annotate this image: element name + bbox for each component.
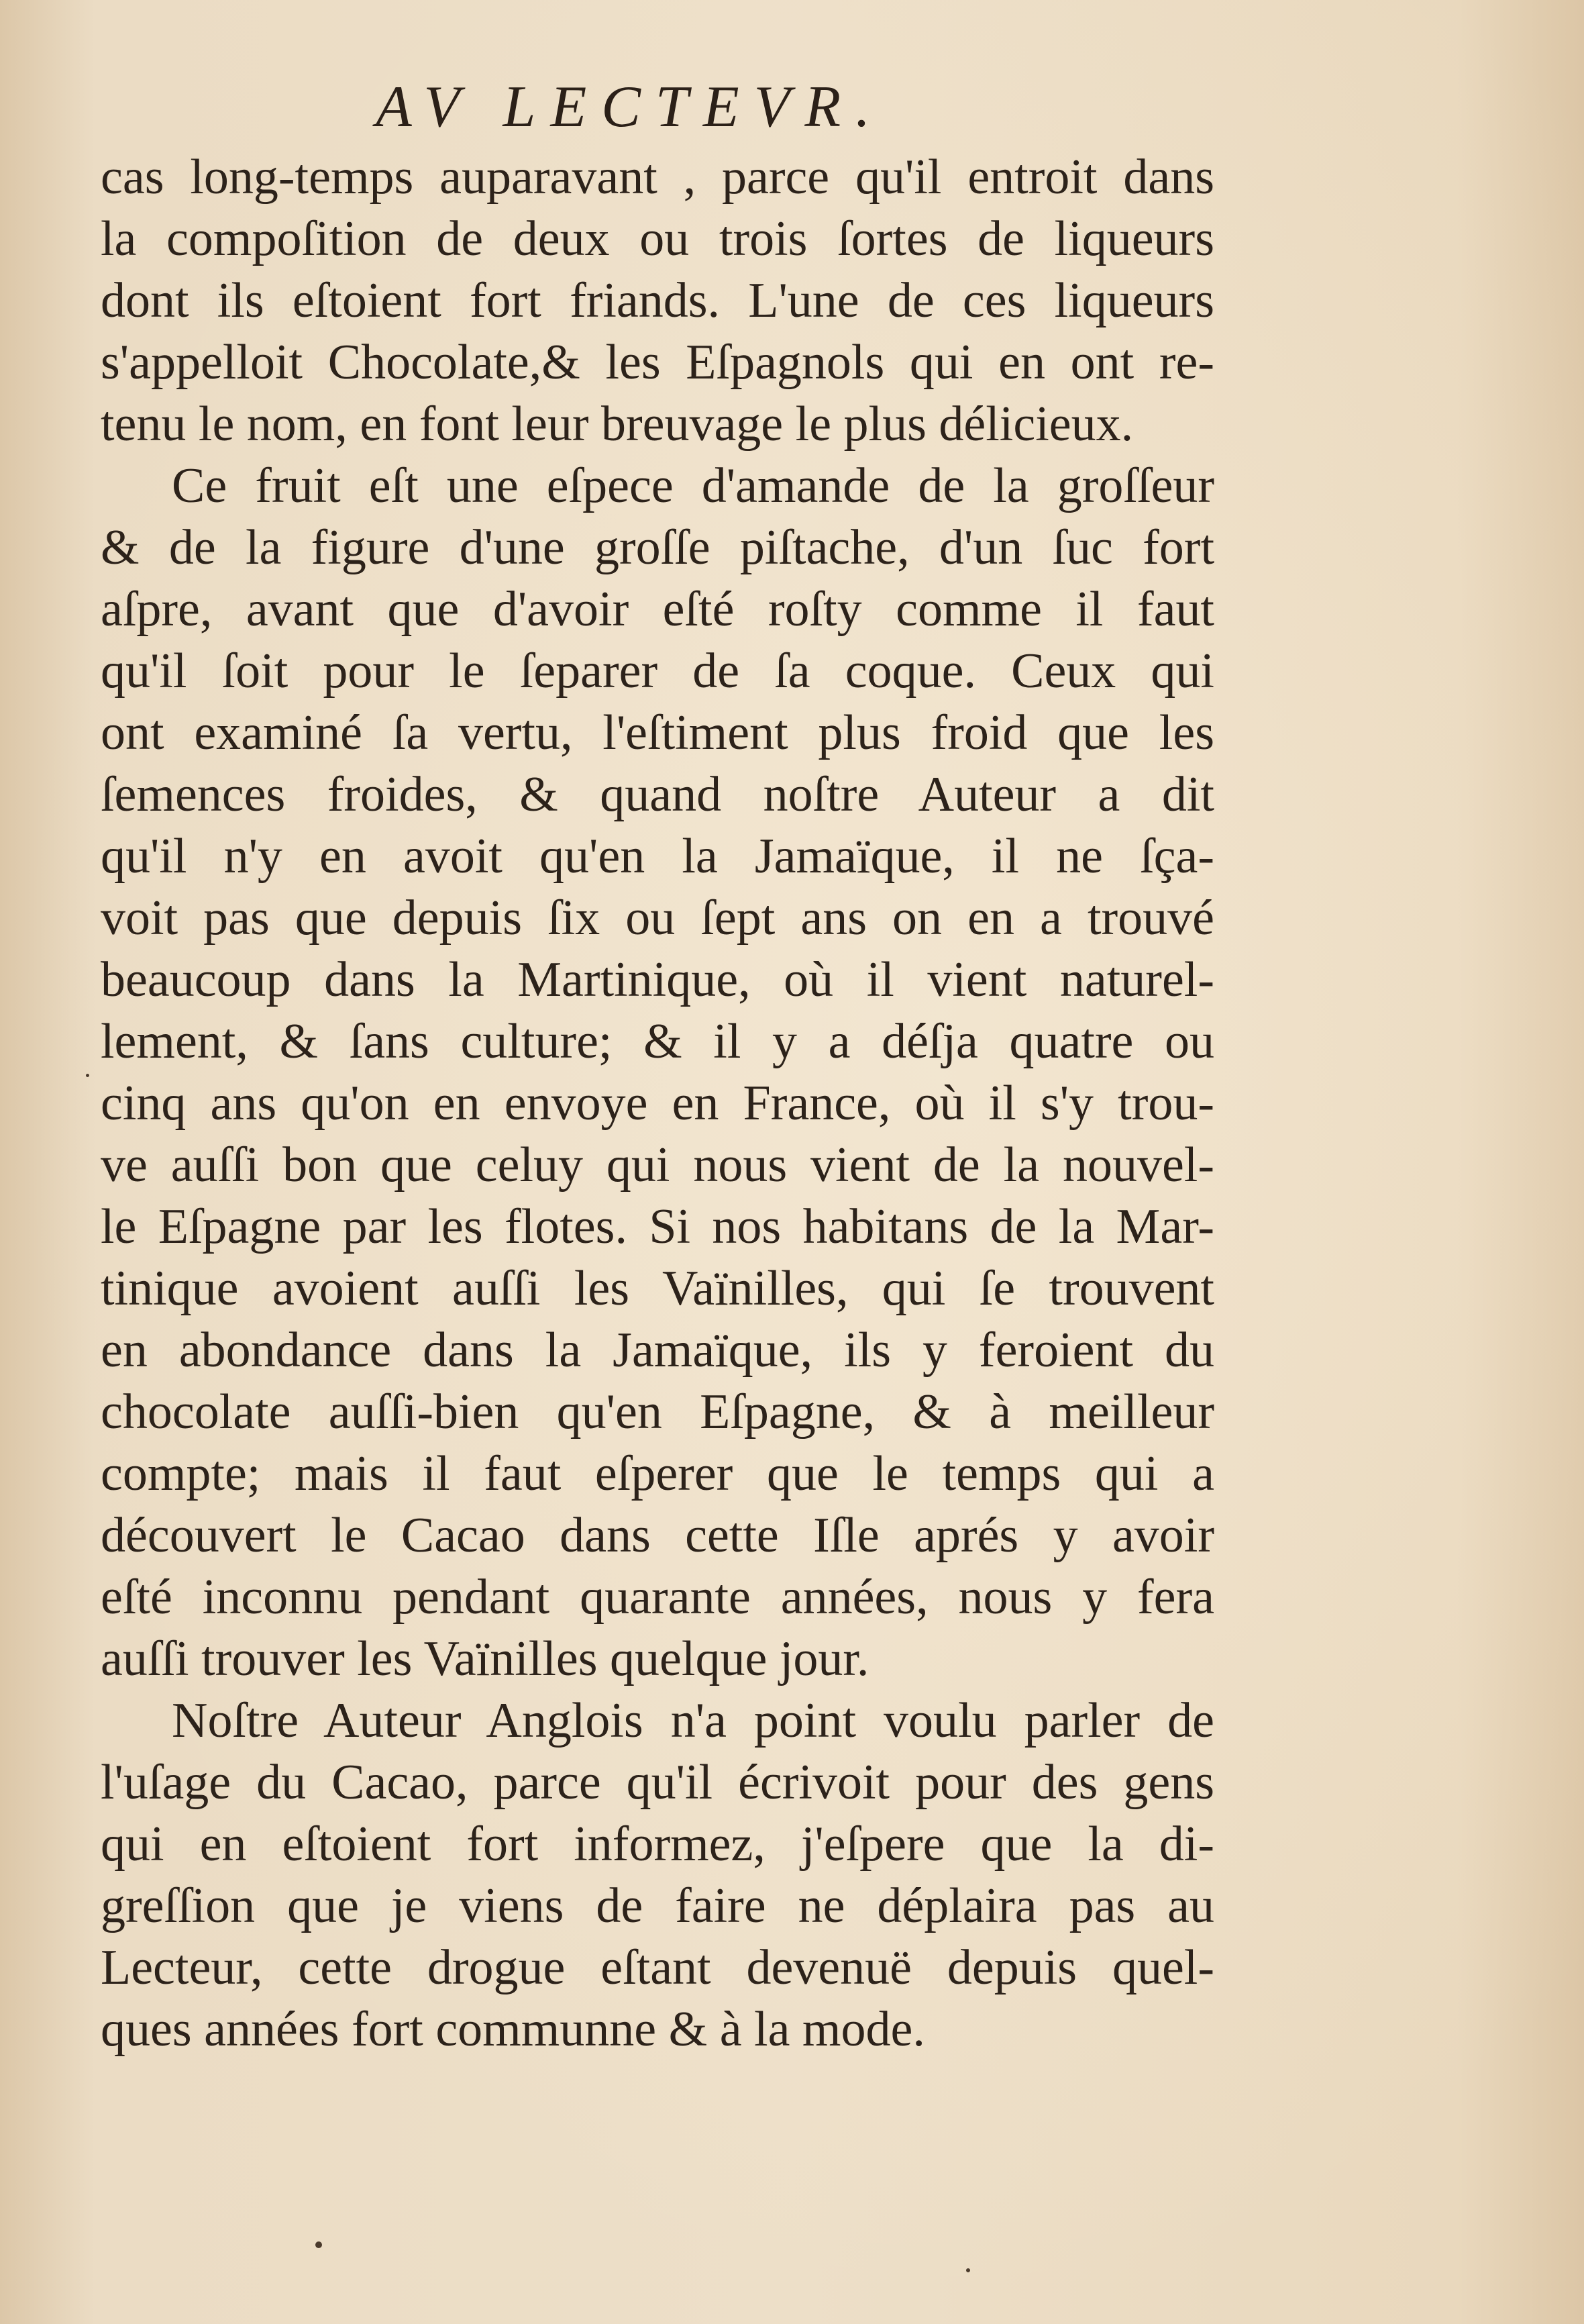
text-line: compte; mais il faut eſperer que le temps qui a xyxy=(101,1446,1214,1501)
page-header: AV LECTEVR. xyxy=(376,74,886,140)
text-line: eſté inconnu pendant quarante années, nous y fera xyxy=(101,1570,1214,1625)
paper-speck xyxy=(966,2268,970,2272)
text-line: qu'il ſoit pour le ſeparer de ſa coque. Ceux qui xyxy=(101,644,1214,699)
text-line: auſſi trouver les Vaïnilles quelque jour. xyxy=(101,1631,869,1686)
text-line: en abondance dans la Jamaïque, ils y feroient du xyxy=(101,1323,1214,1378)
text-line: Lecteur, cette drogue eſtant devenuë depuis quel- xyxy=(101,1940,1214,1995)
text-line: qui en eſtoient fort informez, j'eſpere que la di- xyxy=(101,1817,1214,1872)
text-line: ont examiné ſa vertu, l'eſtiment plus froid que les xyxy=(101,705,1214,760)
text-line: qu'il n'y en avoit qu'en la Jamaïque, il ne ſça- xyxy=(101,829,1214,884)
text-line: Ce fruit eſt une eſpece d'amande de la groſſeur xyxy=(172,458,1214,513)
text-line: chocolate auſſi-bien qu'en Eſpagne, & à meilleur xyxy=(101,1384,1214,1439)
text-line: dont ils eſtoient fort friands. L'une de ces liqueurs xyxy=(101,273,1214,328)
text-line: ve auſſi bon que celuy qui nous vient de la nouvel- xyxy=(101,1138,1214,1193)
paper-speck xyxy=(315,2241,322,2248)
text-line: la compoſition de deux ou trois ſortes de liqueurs xyxy=(101,211,1214,266)
text-line: ques années fort communne & à la mode. xyxy=(101,2002,925,2057)
paper-speck xyxy=(86,1074,89,1077)
text-line: cas long-temps auparavant , parce qu'il entroit dans xyxy=(101,150,1214,205)
text-line: lement, & ſans culture; & il y a déſja quatre ou xyxy=(101,1014,1214,1069)
text-line: s'appelloit Chocolate,& les Eſpagnols qui en ont re- xyxy=(101,335,1214,390)
text-line: greſſion que je viens de faire ne déplaira pas au xyxy=(101,1878,1214,1933)
text-line: cinq ans qu'on en envoye en France, où il s'y trou- xyxy=(101,1076,1214,1131)
text-line: tenu le nom, en font leur breuvage le plus délicieux. xyxy=(101,397,1134,452)
text-line: découvert le Cacao dans cette Iſle aprés y avoir xyxy=(101,1508,1214,1563)
text-line: ſemences froides, & quand noſtre Auteur a dit xyxy=(101,767,1214,822)
text-line: Noſtre Auteur Anglois n'a point voulu parler de xyxy=(172,1693,1214,1748)
text-line: le Eſpagne par les flotes. Si nos habitans de la Mar- xyxy=(101,1199,1214,1254)
body-text xyxy=(101,146,1214,2060)
text-line: beaucoup dans la Martinique, où il vient naturel- xyxy=(101,952,1214,1007)
text-line: l'uſage du Cacao, parce qu'il écrivoit pour des gens xyxy=(101,1755,1214,1810)
text-line: tinique avoient auſſi les Vaïnilles, qui ſe trouvent xyxy=(101,1261,1214,1316)
text-line: & de la figure d'une groſſe piſtache, d'un ſuc fort xyxy=(101,520,1214,575)
text-line: voit pas que depuis ſix ou ſept ans on en a trouvé xyxy=(101,891,1214,946)
text-line: aſpre, avant que d'avoir eſté roſty comme il faut xyxy=(101,582,1214,637)
